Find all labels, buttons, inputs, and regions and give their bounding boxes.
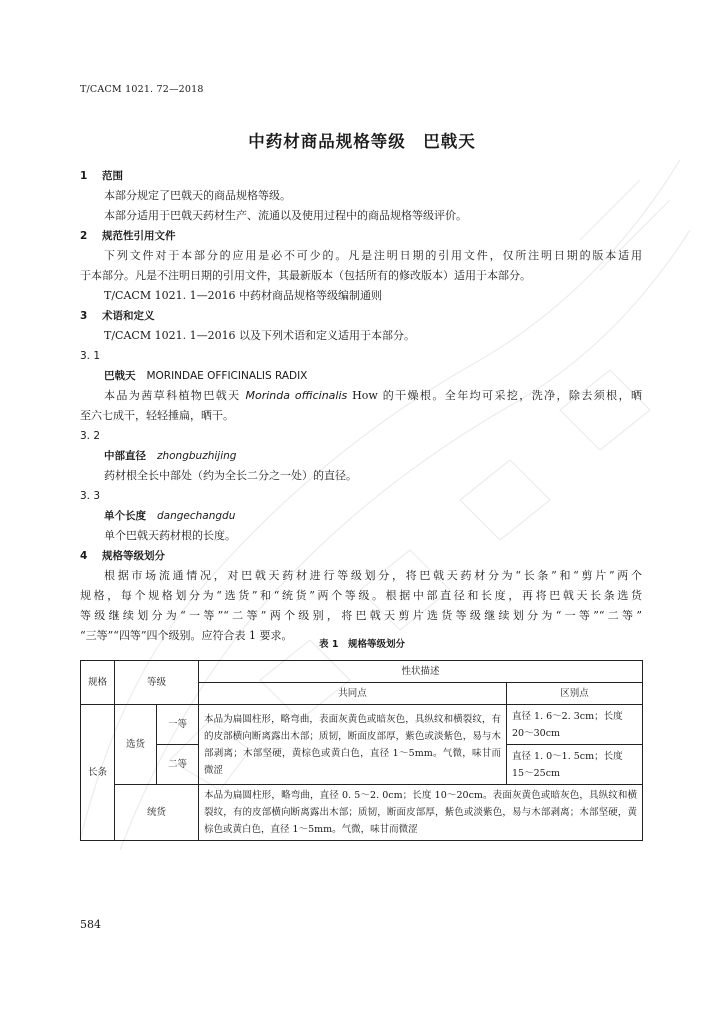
section-number: 3: [80, 310, 88, 322]
paragraph-line: 根据市场流通情况，对巴戟天药材进行等级划分，将巴戟天药材分为“长条”和“剪片”两个: [104, 569, 642, 582]
section-title: 规格等级划分: [102, 550, 165, 562]
standard-code: T/CACM 1021. 72—2018: [80, 84, 204, 95]
cell-spec: 长条: [81, 705, 115, 841]
section-title: 范围: [102, 170, 123, 182]
cell-common-desc: 本品为扁圆柱形，略弯曲，直径 0. 5～2. 0cm；长度 10～20cm。表面灰黄色或暗灰色，具纵纹和横裂纹，有的皮部横向断离露出木部；质韧，断面皮部厚，紫色或淡紫色，易与木部剥离；木部坚硬，黄棕色或黄白色，直径 1～5mm。气微，味甘而微涩: [199, 785, 643, 841]
table-row: [81, 661, 643, 683]
header-cell-spec: 规格: [81, 661, 115, 705]
table-row: [81, 705, 643, 745]
term-number: 3. 3: [80, 490, 101, 502]
header-cell-diff: 区别点: [507, 683, 643, 705]
paragraph-line: “三等”“四等”四个级别。应符合表 1 要求。: [80, 629, 293, 642]
header-cell-common: 共同点: [199, 683, 507, 705]
term-definition-line: [104, 386, 642, 406]
paragraph-line: 下列文件对于本部分的应用是必不可少的。凡是注明日期的引用文件，仅所注明日期的版本适用: [104, 249, 642, 262]
term-definition: 药材根全长中部处（约为全长二分之一处）的直径。: [104, 469, 357, 482]
section-3-heading: [80, 306, 155, 326]
section-4-heading: [80, 546, 165, 566]
section-title: 术语和定义: [102, 310, 155, 322]
term-name: 中部直径: [104, 450, 146, 462]
section-number: 1: [80, 170, 88, 182]
term-heading: [104, 446, 236, 466]
latin-name: Morinda officinalis: [245, 389, 348, 402]
paragraph-line: 规格，每个规格划分为“选货”和“统货”两个等级。根据中部直径和长度，再将巴戟天长条选货: [80, 589, 642, 602]
term-definition-line: 至六七成干，轻轻捶扁，晒干。: [80, 409, 234, 422]
section-2-heading: [80, 226, 176, 246]
paragraph-line: 等级继续划分为“一等”“二等”两个级别，将巴戟天剪片选货等级继续划分为“一等”“二等”: [80, 609, 642, 622]
cell-diff: 直径 1. 6～2. 3cm；长度 20～30cm: [507, 705, 643, 745]
grade-table: [80, 660, 643, 841]
paragraph: T/CACM 1021. 1—2016 以及下列术语和定义适用于本部分。: [104, 329, 416, 342]
header-cell-grade: 等级: [115, 661, 199, 705]
cell-grade: 统货: [115, 785, 199, 841]
section-1-heading: [80, 166, 123, 186]
cell-common-desc: 本品为扁圆柱形，略弯曲，表面灰黄色或暗灰色，具纵纹和横裂纹，有的皮部横向断离露出木部；质韧，断面皮部厚，紫色或淡紫色，易与木部剥离；木部坚硬，黄棕色或黄白色，直径 1～5mm。气微，味甘而微涩: [199, 705, 507, 785]
definition-text: 本品为茜草科植物巴戟天: [104, 389, 246, 402]
cell-level: 二等: [157, 745, 199, 785]
term-number: 3. 2: [80, 430, 101, 442]
term-english: MORINDAE OFFICINALIS RADIX: [146, 370, 308, 382]
section-number: 2: [80, 230, 88, 242]
page-number: 584: [80, 918, 101, 931]
term-pinyin: zhongbuzhijing: [156, 450, 237, 462]
paragraph-line: 于本部分。凡是不注明日期的引用文件，其最新版本（包括所有的修改版本）适用于本部分。: [80, 269, 531, 282]
cell-diff: 直径 1. 0～1. 5cm；长度 15～25cm: [507, 745, 643, 785]
section-title: 规范性引用文件: [102, 230, 176, 242]
paragraph: 本部分适用于巴戟天药材生产、流通以及使用过程中的商品规格等级评价。: [104, 209, 467, 222]
term-heading: [104, 366, 307, 386]
cell-grade: 选货: [115, 705, 157, 785]
paragraph: 本部分规定了巴戟天的商品规格等级。: [104, 189, 291, 202]
term-name: 巴戟天: [104, 370, 136, 382]
term-name: 单个长度: [104, 510, 146, 522]
table-caption: 表 1 规格等级划分: [319, 639, 405, 650]
section-number: 4: [80, 550, 88, 562]
term-number: 3. 1: [80, 350, 101, 362]
normative-reference: T/CACM 1021. 1—2016 中药材商品规格等级编制通则: [104, 289, 383, 302]
term-pinyin: dangechangdu: [156, 510, 236, 522]
term-heading: [104, 506, 235, 526]
table-row: [81, 785, 643, 841]
term-definition: 单个巴戟天药材根的长度。: [104, 529, 236, 542]
definition-text: How 的干燥根。全年均可采挖，洗净，除去须根，晒: [347, 389, 643, 402]
cell-level: 一等: [157, 705, 199, 745]
header-cell-desc: 性状描述: [199, 661, 643, 683]
document-title: 中药材商品规格等级 巴戟天: [248, 132, 476, 151]
